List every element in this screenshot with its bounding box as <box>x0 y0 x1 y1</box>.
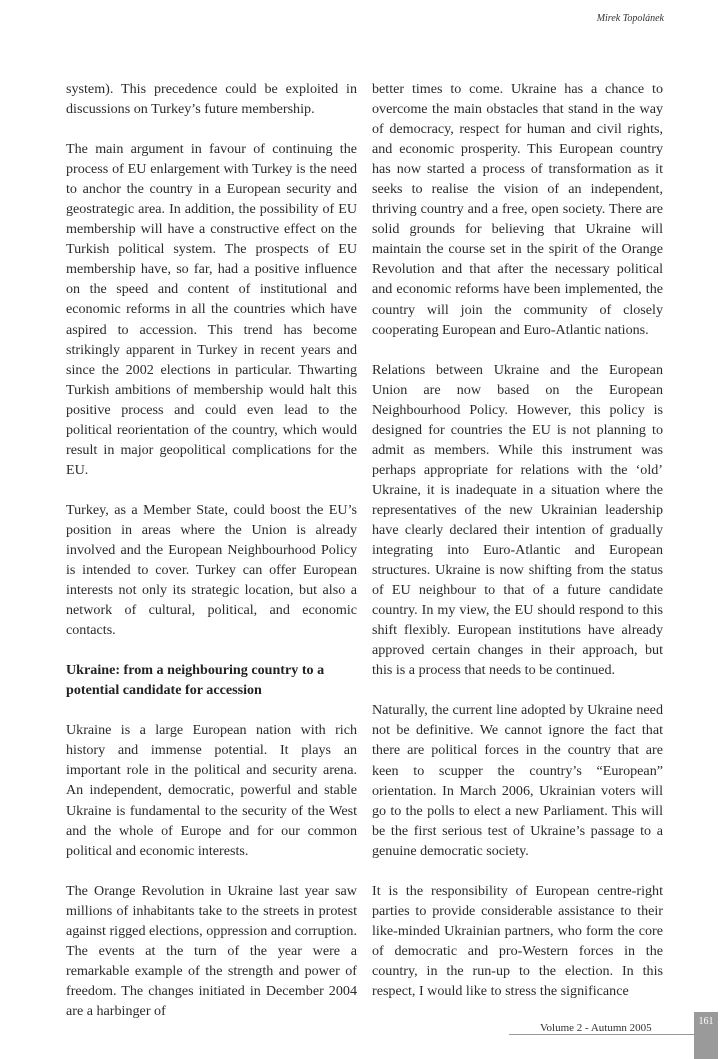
right-column <box>372 79 663 1021</box>
paragraph: Ukraine is a large European nation with rich history and immense potential. It plays an important role in the political and security arena. An independent, democratic, powerful and stable Ukraine is fundamental to the security of the West and the whole of Europe and for our common political and economic interests. <box>66 722 357 859</box>
paragraph: system). This precedence could be exploited in discussions on Turkey’s future membership. <box>66 81 357 118</box>
paragraph: better times to come. Ukraine has a chance to overcome the main obstacles that stand in the way of democracy, respect for human and civil rights, and economic prosperity. This European country has now started a process of transformation as it seeks to realise the vision of an independent, thriving country and a free, open society. There are solid grounds for believing that Ukraine will maintain the course set in the spirit of the Orange Revolution and that after the necessary political and economic reforms have been implemented, the country will join the community of closely cooperating European and Euro-Atlantic nations. <box>372 81 663 338</box>
footer-divider <box>509 1034 699 1035</box>
paragraph: It is the responsibility of European centre-right parties to provide considerable assistance to their like-minded Ukrainian partners, who form the core of democratic and pro-Western forces in the country, in the run-up to the election. In this respect, I would like to stress the significance <box>372 882 663 999</box>
paragraph: Naturally, the current line adopted by Ukraine need not be definitive. We cannot ignore the fact that there are political forces in the country that are keen to scupper the country’s “European” orientation. In March 2006, Ukrainian voters will go to the polls to elect a new Parliament. This will be the first serious test of Ukraine’s passage to a genuine democratic society. <box>372 702 663 859</box>
paragraph: Relations between Ukraine and the European Union are now based on the European Neighbourhood Policy. However, this policy is designed for countries the EU is not planning to admit as members. While this instrument was perhaps appropriate for relations with the ‘old’ Ukraine, it is inadequate in a situation where the representatives of the new Ukrainian leadership have clearly declared their intention of gradually integrating into Euro-Atlantic and European structures. Ukraine is now shifting from the status of EU neighbour to that of a future candidate country. In my view, the EU should respond to this shift flexibly. European institutions have already approved certain changes in their approach, but this is a process that needs to be continued. <box>372 361 663 679</box>
paragraph: The Orange Revolution in Ukraine last year saw millions of inhabitants take to the streets in protest against rigged elections, oppression and corruption. The events at the turn of the year were a remarkable example of the strength and power of freedom. The changes initiated in December 2004 are a harbinger of <box>66 882 357 1019</box>
footer-issue: Volume 2 - Autumn 2005 <box>540 1022 652 1034</box>
page-number-tab: 161 <box>694 1012 718 1059</box>
paragraph: The main argument in favour of continuing the process of EU enlargement with Turkey is the need to anchor the country in a European security and geostrategic area. In addition, the possibility of EU membership will have a constructive effect on the Turkish political system. The prospects of EU membership have, so far, had a positive influence on the speed and content of institutional and economic reforms in all the countries which have aspired to accession. This trend has become strikingly apparent in Turkey in recent years and since the 2002 elections in particular. Thwarting Turkish ambitions of membership would halt this positive process and could even lead to the political reorientation of the country, which would result in major geopolitical complications for the EU. <box>66 141 357 478</box>
running-head-author: Mirek Topolánek <box>596 13 664 24</box>
left-column <box>66 79 357 1041</box>
paragraph: Turkey, as a Member State, could boost the EU’s position in areas where the Union is already involved and the European Neighbourhood Policy is intended to cover. Turkey can offer European interests not only its strategic location, but also a network of cultural, political, and economic contacts. <box>66 501 357 639</box>
section-heading: Ukraine: from a neighbouring country to a potential candidate for accession <box>66 662 325 699</box>
